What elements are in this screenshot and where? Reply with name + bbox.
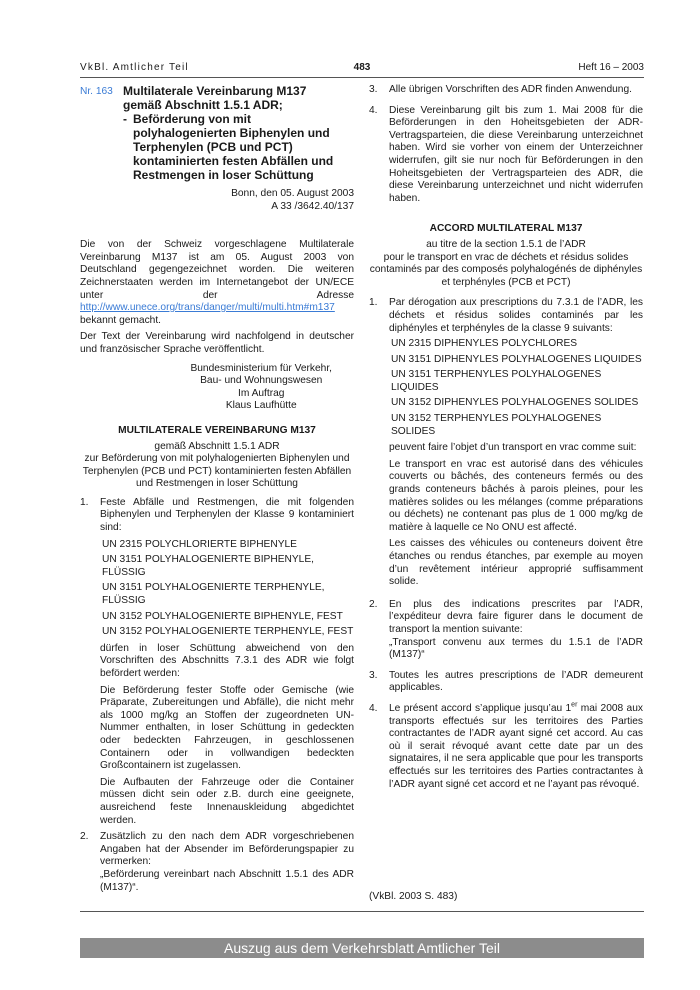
title-subtitle: - Beförderung von mit polyhalogenierten Biphenylen und Terphenylen (PCB und PCT) kontaminierten festen Abfällen und Restmengen in loser Schüttung [123, 112, 334, 182]
de-item-3: 3. Alle übrigen Vorschriften des ADR finden Anwendung. [369, 84, 632, 95]
page-number: 483 [353, 62, 371, 73]
entry-number: Nr. 163 [80, 86, 113, 97]
fr-heading: ACCORD MULTILATERAL M137 [429, 223, 583, 235]
de-subheading-2: zur Beförderung von mit polyhalogenierten Biphenylen und Terphenylen (PCB und PCT) kontaminierten festen Abfällen und Restmengen in loser Schüttung [82, 453, 352, 490]
left-column [80, 84, 354, 894]
de-subheading: gemäß Abschnitt 1.5.1 ADR [154, 440, 280, 452]
fr-subheading-2: pour le transport en vrac de déchets et résidus solides contaminés par des composés polyhalogénés de diphényles et terphényles (PCB et PCT) [369, 251, 643, 288]
reference-number: A 33 /3642.40/137 [271, 200, 354, 212]
intro-paragraph-2: Der Text der Vereinbarung wird nachfolgend in deutscher und französischer Sprache veröffentlicht. [80, 331, 354, 355]
issue-label: Heft 16 – 2003 [578, 62, 644, 73]
list-item: UN 3151 POLYHALOGENIERTE TERPHENYLE, FLÜSSIG [102, 582, 325, 607]
de-un-list [80, 539, 354, 639]
footer-rule [80, 911, 644, 912]
list-item: UN 3152 POLYHALOGENIERTE TERPHENYLE, FEST [102, 626, 354, 638]
de-para: dürfen in loser Schüttung abweichend von den Vorschriften des Abschnitts 7.3.1 des ADR wie folgt befördert werden: [100, 642, 354, 679]
signature-line: Im Auftrag [238, 387, 285, 399]
page-header [80, 62, 644, 76]
list-item: UN 3152 POLYHALOGENIERTE BIPHENYLE, FEST [102, 610, 343, 622]
fr-item-2: 2. En plus des indications prescrites par l’ADR, l’expéditeur devra faire figurer dans le document de transport la mention suivante: „Transport convenu aux termes du 1.5.1 de l’ADR (M137)“ [369, 598, 643, 661]
fr-para: Les caisses des véhicules ou conteneurs doivent être étanches ou rendus étanches, par exemple au moyen d’un revêtement intérieur approprié suffisamment solide. [389, 538, 643, 588]
unece-link[interactable]: http://www.unece.org/trans/danger/multi/multi.htm#m137 [80, 302, 335, 314]
fr-item-1: 1. Par dérogation aux prescriptions du 7.3.1 de l’ADR, les déchets et résidus solides contaminés par les diphényles et terphényles de la classe 9 suivants: [369, 297, 643, 334]
place-date: Bonn, den 05. August 2003 [231, 188, 354, 199]
entry-title [80, 84, 354, 182]
list-item: UN 3152 DIPHENYLES POLYHALOGENES SOLIDES [391, 397, 639, 409]
signature-block [80, 363, 354, 413]
title-line-1: Multilaterale Vereinbarung M137 [123, 84, 307, 98]
de-para: Die Aufbauten der Fahrzeuge oder die Container müssen dicht sein oder z.B. durch eine geeignete, ausreichend feste Innenauskleidung abgedichtet werden. [100, 776, 354, 826]
superscript: er [571, 701, 578, 709]
de-item-1: 1. Feste Abfälle und Restmengen, die mit folgenden Biphenylen und Terphenylen der Klasse 9 kontaminiert sind: [80, 496, 354, 534]
header-rule [80, 77, 644, 78]
fr-item-3: 3. Toutes les autres prescriptions de l’ADR demeurent applicables. [369, 669, 643, 694]
fr-quote: „Transport convenu aux termes du 1.5.1 de l’ADR (M137)“ [389, 636, 643, 661]
footer-banner: Auszug aus dem Verkehrsblatt Amtlicher Teil [80, 938, 644, 958]
journal-name: VkBl. Amtlicher Teil [80, 62, 189, 73]
de-heading: MULTILATERALE VEREINBARUNG M137 [118, 424, 316, 436]
intro-paragraph: Die von der Schweiz vorgeschlagene Multilaterale Vereinbarung M137 ist am 05. August 2003 von Deutschland gegengezeichnet worden. Die weiteren Zeichnerstaaten werden im Internetangebot der UN/ECE unter der Adresse http://www.unece.org/trans/danger/multi/multi.htm#m137 bekannt gemacht. [80, 239, 354, 326]
de-quote: „Beförderung vereinbart nach Abschnitt 1.5.1 des ADR (M137)“. [100, 868, 354, 893]
de-para: Die Beförderung fester Stoffe oder Gemische (wie Präparate, Zubereitungen und Abfälle), die nicht mehr als 1000 mg/kg an Stoffen der zugeordneten UN-Nummer enthalten, in loser Schüttung in gedeckten oder bedeckten Fahrzeugen, in geschlossenen Containern oder in vollwandigen bedeckten Großcontainern ist zugelassen. [100, 684, 354, 772]
fr-un-list [369, 338, 643, 438]
fr-subheading: au titre de la section 1.5.1 de l’ADR [426, 238, 586, 250]
title-line-2: gemäß Abschnitt 1.5.1 ADR; [123, 98, 283, 112]
list-item: UN 3151 TERPHENYLES POLYHALOGENES LIQUIDES [391, 369, 602, 393]
fr-item-4: 4. Le présent accord s’applique jusqu’au 1er mai 2008 aux transports effectués sur les territoires des Parties contractantes de l’ADR ayant signé cet accord. Au cas où il serait révoqué avant cette date par un des signataires, il ne sera applicable que pour les transports effectués sur les territoires des Parties contractantes à l’ADR ayant signé cet accord et ne l’ayant pas révoqué. [369, 701, 643, 790]
list-item: UN 3152 TERPHENYLES POLYHALOGENES SOLIDES [391, 413, 602, 437]
signature-line: Klaus Laufhütte [225, 400, 297, 412]
fr-para: peuvent faire l’objet d’un transport en vrac comme suit: [389, 442, 637, 454]
list-item: UN 3151 POLYHALOGENIERTE BIPHENYLE, FLÜSSIG [102, 554, 314, 578]
list-item: UN 2315 POLYCHLORIERTE BIPHENYLE [102, 538, 297, 550]
signature-line: Bau- und Wohnungswesen [200, 375, 323, 387]
list-item: UN 2315 DIPHENYLES POLYCHLORES [391, 338, 578, 350]
citation: (VkBl. 2003 S. 483) [369, 891, 458, 902]
fr-para: Le transport en vrac est autorisé dans des véhicules couverts ou bâchés, des conteneurs fermés ou des grands conteneurs bâchés à parois pleines, pour les matières solides ou les mélanges (comme préparations ou déchets) ne contenant pas plus de 1 000 mg/kg de matière à laquelle ce No ONU est affecté. [389, 458, 643, 533]
list-item: UN 3151 DIPHENYLES POLYHALOGENES LIQUIDES [391, 353, 642, 365]
de-item-4: 4. Diese Vereinbarung gilt bis zum 1. Mai 2008 für die Beförderungen in den Hoheitsgebieten der ADR-Vertragsparteien, die diese Vereinbarung unterzeichnet haben. Wird sie vorher von einem der Unterzeichner widerrufen, gilt sie nur noch für Beförderungen in den Hoheitsgebieten der Vertragsparteien des ADR, die diese Vereinbarung unterzeichnet und nicht widerrufen haben. [369, 104, 643, 204]
de-item-2: 2. Zusätzlich zu den nach dem ADR vorgeschriebenen Angaben hat der Absender im Beförderungspapier zu vermerken: „Beförderung vereinbart nach Abschnitt 1.5.1 des ADR (M137)“. [80, 831, 354, 893]
right-column [369, 84, 643, 791]
signature-line: Bundesministerium für Verkehr, [190, 362, 332, 374]
